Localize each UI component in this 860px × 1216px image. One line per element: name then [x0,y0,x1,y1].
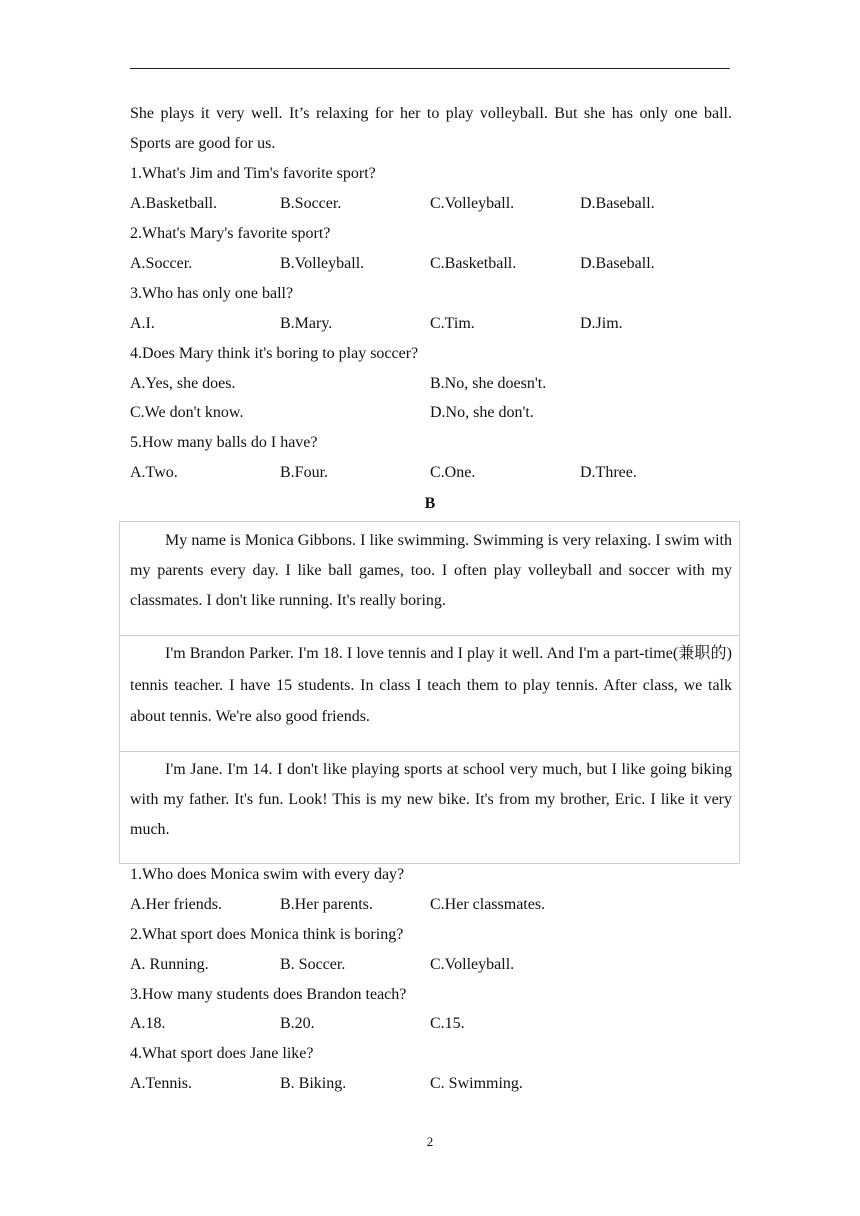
option-b3-a: A.18. [130,1015,166,1032]
option-b4-b: B. Biking. [280,1075,347,1092]
intro-paragraph: She plays it very well. It’s relaxing for her to play volleyball. But she has only one ball. Sports are good for us. [130,105,732,152]
option-a3-c: C.Tim. [430,315,475,332]
option-b4-c: C. Swimming. [430,1075,523,1092]
option-a2-c: C.Basketball. [430,255,517,272]
question-b4: 4.What sport does Jane like? [130,1045,314,1062]
passage-jane: I'm Jane. I'm 14. I don't like playing sports at school very much, but I like going biking with my father. It's fun. Look! This is my new bike. It's from my brother, Eric. I like it very much. [130,761,732,838]
option-b2-c: C.Volleyball. [430,956,515,973]
option-a2-b: B.Volleyball. [280,255,365,272]
option-a4-c: C.We don't know. [130,404,244,421]
option-b3-b: B.20. [280,1015,315,1032]
option-a3-a: A.I. [130,315,155,332]
option-a5-b: B.Four. [280,464,329,481]
page-number: 2 [426,1134,434,1149]
question-b3: 3.How many students does Brandon teach? [130,986,407,1003]
header-rule [130,68,730,69]
option-a1-d: D.Baseball. [580,195,655,212]
passage-brandon: I'm Brandon Parker. I'm 18. I love tennis and I play it well. And I'm a part-time(兼职的) tennis teacher. I have 15 students. In class I teach them to play tennis. After class, we talk about tennis. We're also good friends. [130,645,732,725]
question-b1: 1.Who does Monica swim with every day? [130,866,405,883]
question-b2: 2.What sport does Monica think is boring? [130,926,404,943]
option-a2-a: A.Soccer. [130,255,193,272]
option-a4-a: A.Yes, she does. [130,375,236,392]
option-b1-c: C.Her classmates. [430,896,546,913]
question-a5: 5.How many balls do I have? [130,434,318,451]
passage-box-jane [119,751,740,864]
option-a5-d: D.Three. [580,464,637,481]
option-a3-d: D.Jim. [580,315,623,332]
option-b4-a: A.Tennis. [130,1075,192,1092]
passage-box-monica [119,521,740,636]
question-a3: 3.Who has only one ball? [130,285,294,302]
passage-monica: My name is Monica Gibbons. I like swimming. Swimming is very relaxing. I swim with my parents every day. I like ball games, too. I often play volleyball and soccer with my classmates. I don't like running. It's really boring. [130,532,732,609]
option-a1-b: B.Soccer. [280,195,342,212]
option-a1-c: C.Volleyball. [430,195,515,212]
option-a5-c: C.One. [430,464,476,481]
option-a5-a: A.Two. [130,464,178,481]
option-a4-b: B.No, she doesn't. [430,375,547,392]
passage-box-brandon [119,635,740,752]
option-b1-b: B.Her parents. [280,896,373,913]
option-b3-c: C.15. [430,1015,465,1032]
option-a2-d: D.Baseball. [580,255,655,272]
question-a1: 1.What's Jim and Tim's favorite sport? [130,165,376,182]
option-b1-a: A.Her friends. [130,896,222,913]
option-a4-d: D.No, she don't. [430,404,534,421]
option-a1-a: A.Basketball. [130,195,218,212]
option-a3-b: B.Mary. [280,315,333,332]
question-a2: 2.What's Mary's favorite sport? [130,225,331,242]
option-b2-b: B. Soccer. [280,956,346,973]
section-b-title: B [424,495,436,512]
question-a4: 4.Does Mary think it's boring to play soccer? [130,345,419,362]
option-b2-a: A. Running. [130,956,209,973]
